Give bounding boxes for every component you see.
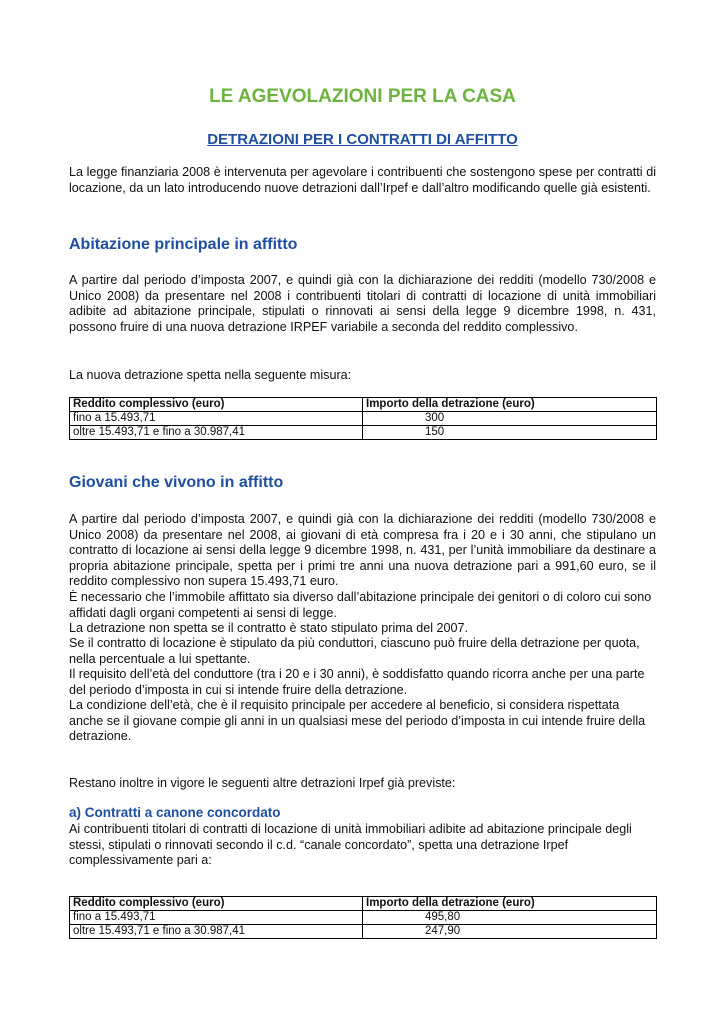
table-header-row xyxy=(70,398,657,412)
section-giovani-line: Se il contratto di locazione è stipulato da più conduttori, ciascuno può fruire della detrazione per quota, nella percentuale a lui spettante. xyxy=(69,636,640,666)
table-header-row xyxy=(70,897,657,911)
section-heading-giovani: Giovani che vivono in affitto xyxy=(69,474,284,491)
table-cell: oltre 15.493,71 e fino a 30.987,41 xyxy=(70,426,363,440)
detrazione-table-1 xyxy=(69,397,657,440)
table-row xyxy=(70,911,657,925)
table-row xyxy=(70,925,657,939)
table-row xyxy=(70,412,657,426)
table-cell: oltre 15.493,71 e fino a 30.987,41 xyxy=(70,925,363,939)
section-giovani-line: La detrazione non spetta se il contratto è stato stipulato prima del 2007. xyxy=(69,621,469,635)
table-cell: fino a 15.493,71 xyxy=(70,911,363,925)
intro-paragraph: La legge finanziaria 2008 è intervenuta per agevolare i contribuenti che sostengono spese per contratti di locazione, da un lato introducendo nuove detrazioni dall’Irpef e dall’altro modificando quelle già esistenti. xyxy=(69,165,656,195)
section-abitazione-text: A partire dal periodo d’imposta 2007, e quindi già con la dichiarazione dei redditi (modello 730/2008 e Unico 2008) da presentare nel 2008 i contribuenti titolari di contratti di locazione di unità immobiliari adibite ad abitazione principale, stipulati o rinnovati ai sensi della legge 9 dicembre 1998, n. 431, possono fruire di una nuova detrazione IRPEF variabile a seconda del reddito complessivo. xyxy=(69,273,656,334)
table-cell: 495,80 xyxy=(363,911,657,925)
document-subtitle: DETRAZIONI PER I CONTRATTI DI AFFITTO xyxy=(207,131,518,148)
table-header-cell: Reddito complessivo (euro) xyxy=(70,897,363,911)
table-cell: 300 xyxy=(363,412,657,426)
section-giovani-text: A partire dal periodo d’imposta 2007, e quindi già con la dichiarazione dei redditi (modello 730/2008 e Unico 2008) da presentare nel 2008, ai giovani di età compresa fra i 20 e i 30 anni, che stipulano un contratto di locazione ai sensi della legge 9 dicembre 1998, n. 431, per l’unità immobiliare da destinare a propria abitazione principale, spetta per i primi tre anni una nuova detrazione pari a 991,60 euro, se il reddito complessivo non supera 15.493,71 euro. xyxy=(69,512,656,588)
table-cell: fino a 15.493,71 xyxy=(70,412,363,426)
detrazione-table-2 xyxy=(69,896,657,939)
table-header-cell: Importo della detrazione (euro) xyxy=(363,398,657,412)
section-giovani-line: Il requisito dell’età del conduttore (tra i 20 e i 30 anni), è soddisfatto quando ricorra anche per una parte del periodo d’imposta in cui si intende fruire della detrazione. xyxy=(69,667,645,697)
table-row xyxy=(70,426,657,440)
section-giovani-line: La condizione dell’età, che è il requisito principale per accedere al beneficio, si considera rispettata anche se il giovane compie gli anni in un qualsiasi mese del periodo d’imposta in cui intende fruire della detrazione. xyxy=(69,698,646,743)
table-cell: 150 xyxy=(363,426,657,440)
section-heading-canone: a) Contratti a canone concordato xyxy=(69,805,281,820)
table-header-cell: Importo della detrazione (euro) xyxy=(363,897,657,911)
table-cell: 247,90 xyxy=(363,925,657,939)
section-giovani-line: È necessario che l’immobile affittato sia diverso dall’abitazione principale dei genitori o di coloro cui sono affidati dagli organi competenti ai sensi di legge. xyxy=(69,590,652,620)
section-canone-text: Ai contribuenti titolari di contratti di locazione di unità immobiliari adibite ad abitazione principale degli stessi, stipulati o rinnovati secondo il c.d. “canale concordato”, spetta una detrazione Irpef complessivamente pari a: xyxy=(69,822,632,867)
section-heading-abitazione: Abitazione principale in affitto xyxy=(69,236,298,253)
remaining-paragraph: Restano inoltre in vigore le seguenti altre detrazioni Irpef già previste: xyxy=(69,776,456,790)
document-title: LE AGEVOLAZIONI PER LA CASA xyxy=(209,86,516,107)
table-header-cell: Reddito complessivo (euro) xyxy=(70,398,363,412)
section-abitazione-lead: La nuova detrazione spetta nella seguente misura: xyxy=(69,368,352,382)
